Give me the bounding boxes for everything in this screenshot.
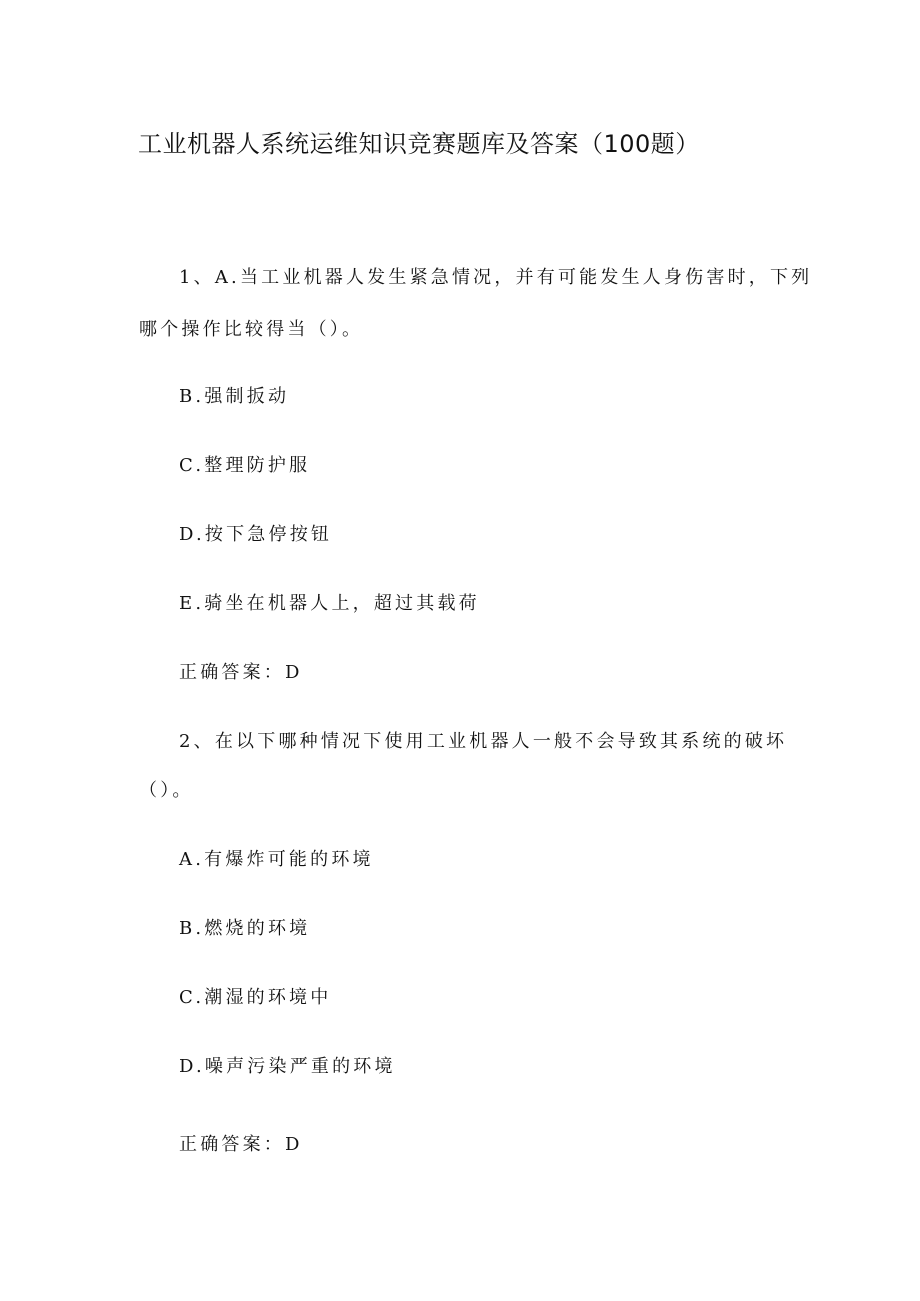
- question-2-stem-line-2: （）。: [139, 780, 194, 801]
- question-2-option-b: B.燃烧的环境: [179, 918, 311, 939]
- question-1-option-c: C.整理防护服: [179, 455, 311, 476]
- question-2-option-d: D.噪声污染严重的环境: [179, 1056, 396, 1077]
- question-2-option-a: A.有爆炸可能的环境: [179, 849, 374, 870]
- question-2-answer: 正确答案：D: [179, 1134, 303, 1155]
- question-2-stem-line-1: 2、在以下哪种情况下使用工业机器人一般不会导致其系统的破坏: [179, 731, 788, 752]
- question-1-stem-line-2: 哪个操作比较得当（）。: [139, 319, 364, 340]
- question-2-option-c: C.潮湿的环境中: [179, 987, 332, 1008]
- question-1-stem-line-1: 1、A.当工业机器人发生紧急情况，并有可能发生人身伤害时，下列: [179, 267, 813, 288]
- question-1-option-d: D.按下急停按钮: [179, 524, 333, 545]
- document-title: 工业机器人系统运维知识竞赛题库及答案（100题）: [138, 130, 700, 158]
- question-1-answer: 正确答案：D: [179, 662, 303, 683]
- question-1-option-b: B.强制扳动: [179, 386, 290, 407]
- question-1-option-e: E.骑坐在机器人上，超过其载荷: [179, 593, 480, 614]
